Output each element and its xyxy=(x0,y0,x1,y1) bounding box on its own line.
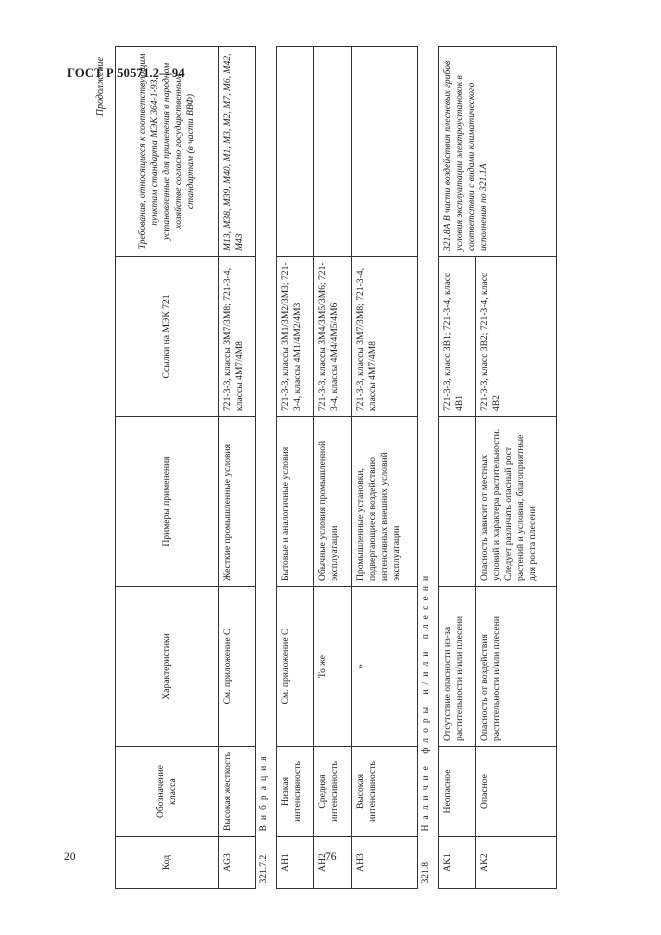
cell-char: См. приложение С xyxy=(276,586,313,746)
cell-char: Опасность от воздействия растительности и/или плесени xyxy=(475,586,556,746)
cell-code: AH1 xyxy=(276,836,313,888)
table-row xyxy=(218,46,255,888)
section-row xyxy=(417,46,438,888)
section-row xyxy=(255,46,276,888)
cell-examples: Промышленные установки, подвергающиеся воздействию интенсивных внешних условий эксплуатации xyxy=(351,416,417,586)
cell-code: AH2 xyxy=(313,836,350,888)
cell-char: То же xyxy=(313,586,350,746)
cell-class: Опасное xyxy=(475,746,556,836)
section-req-empty xyxy=(417,46,438,256)
document-header: ГОСТ Р 50571.2—94 xyxy=(67,66,185,80)
cell-class: Средняя интенсивность xyxy=(313,746,350,836)
cell-code: AG3 xyxy=(218,836,255,888)
page-number-left: 20 xyxy=(64,851,76,863)
section-number: 321.8 xyxy=(417,836,438,888)
cell-req xyxy=(313,46,350,256)
rotated-table-page xyxy=(94,47,557,889)
section-title: Вибрация xyxy=(255,256,276,836)
page-number-center: 76 xyxy=(325,851,337,863)
col-header-examples: Примеры применения xyxy=(115,416,218,586)
requirements-table xyxy=(115,46,557,889)
col-header-code: Код xyxy=(115,836,218,888)
table-header-row xyxy=(115,46,218,888)
cell-refs: 721-3-3, классы 3М7/3М8; 721-3-4, классы 4М7/4М8 xyxy=(218,256,255,416)
cell-req: 321.8А В части воздействия плесневых грибов условия эксплуатации электроустановок в соответствии с видами климатического исполнения по 321.1А xyxy=(438,46,556,256)
cell-code: AK2 xyxy=(475,836,556,888)
col-header-refs: Ссылки на МЭК 721 xyxy=(115,256,218,416)
section-number: 321.7.2 xyxy=(255,836,276,888)
table-row xyxy=(313,46,350,888)
continuation-label: Продолжение xyxy=(94,56,106,116)
cell-class: Высокая жесткость xyxy=(218,746,255,836)
cell-examples: Обычные условия промышленной эксплуатации xyxy=(313,416,350,586)
cell-examples: Опасность зависит от местных условий и характера растительности. Следует различать опасный рост растений и условия, благоприятные для роста плесени xyxy=(475,416,556,586)
cell-refs: 721-3-3, класс 3В2; 721-3-4, класс 4В2 xyxy=(475,256,556,416)
cell-char: » xyxy=(351,586,417,746)
cell-char: См. приложение С xyxy=(218,586,255,746)
cell-code: AH3 xyxy=(351,836,417,888)
cell-refs: 721-3-3, классы 3М4/3М5/3М6; 721-3-4, классы 4М4/4М5/4М6 xyxy=(313,256,350,416)
cell-req xyxy=(351,46,417,256)
cell-code: AK1 xyxy=(438,836,475,888)
col-header-req: Требования, относящиеся к соответствующим пунктам стандарта МЭК 364-1-93, установленные для применения в народном хозяйстве согласно государственным стандартам (в части ВВФ) xyxy=(115,46,218,256)
cell-refs: 721-3-3, классы 3М7/3М8; 721-3-4, классы 4М7/4М8 xyxy=(351,256,417,416)
cell-examples: Жесткие промышленные условия xyxy=(218,416,255,586)
cell-examples xyxy=(438,416,475,586)
cell-char: Отсутствие опасности из-за растительности и/или плесени xyxy=(438,586,475,746)
cell-refs: 721-3-3, классы 3М1/3М2/3М3; 721-3-4, классы 4М1/4М2/4М3 xyxy=(276,256,313,416)
cell-class: Высокая интенсивность xyxy=(351,746,417,836)
table-row xyxy=(438,46,475,888)
cell-req: М13, М38, М39, М40, М1, М3, М2, М7, М6, М42, М43 xyxy=(218,46,255,256)
cell-refs: 721-3-3, класс 3В1; 721-3-4, класс 4В1 xyxy=(438,256,475,416)
col-header-char: Характеристики xyxy=(115,586,218,746)
cell-req xyxy=(276,46,313,256)
table-row xyxy=(276,46,313,888)
section-title: Наличие флоры и/или плесени xyxy=(417,256,438,836)
section-req-empty xyxy=(255,46,276,256)
col-header-class: Обозначение класса xyxy=(115,746,218,836)
table-row xyxy=(351,46,417,888)
cell-class: Низкая интенсивность xyxy=(276,746,313,836)
cell-class: Неопасное xyxy=(438,746,475,836)
cell-examples: Бытовые и аналогичные условия xyxy=(276,416,313,586)
